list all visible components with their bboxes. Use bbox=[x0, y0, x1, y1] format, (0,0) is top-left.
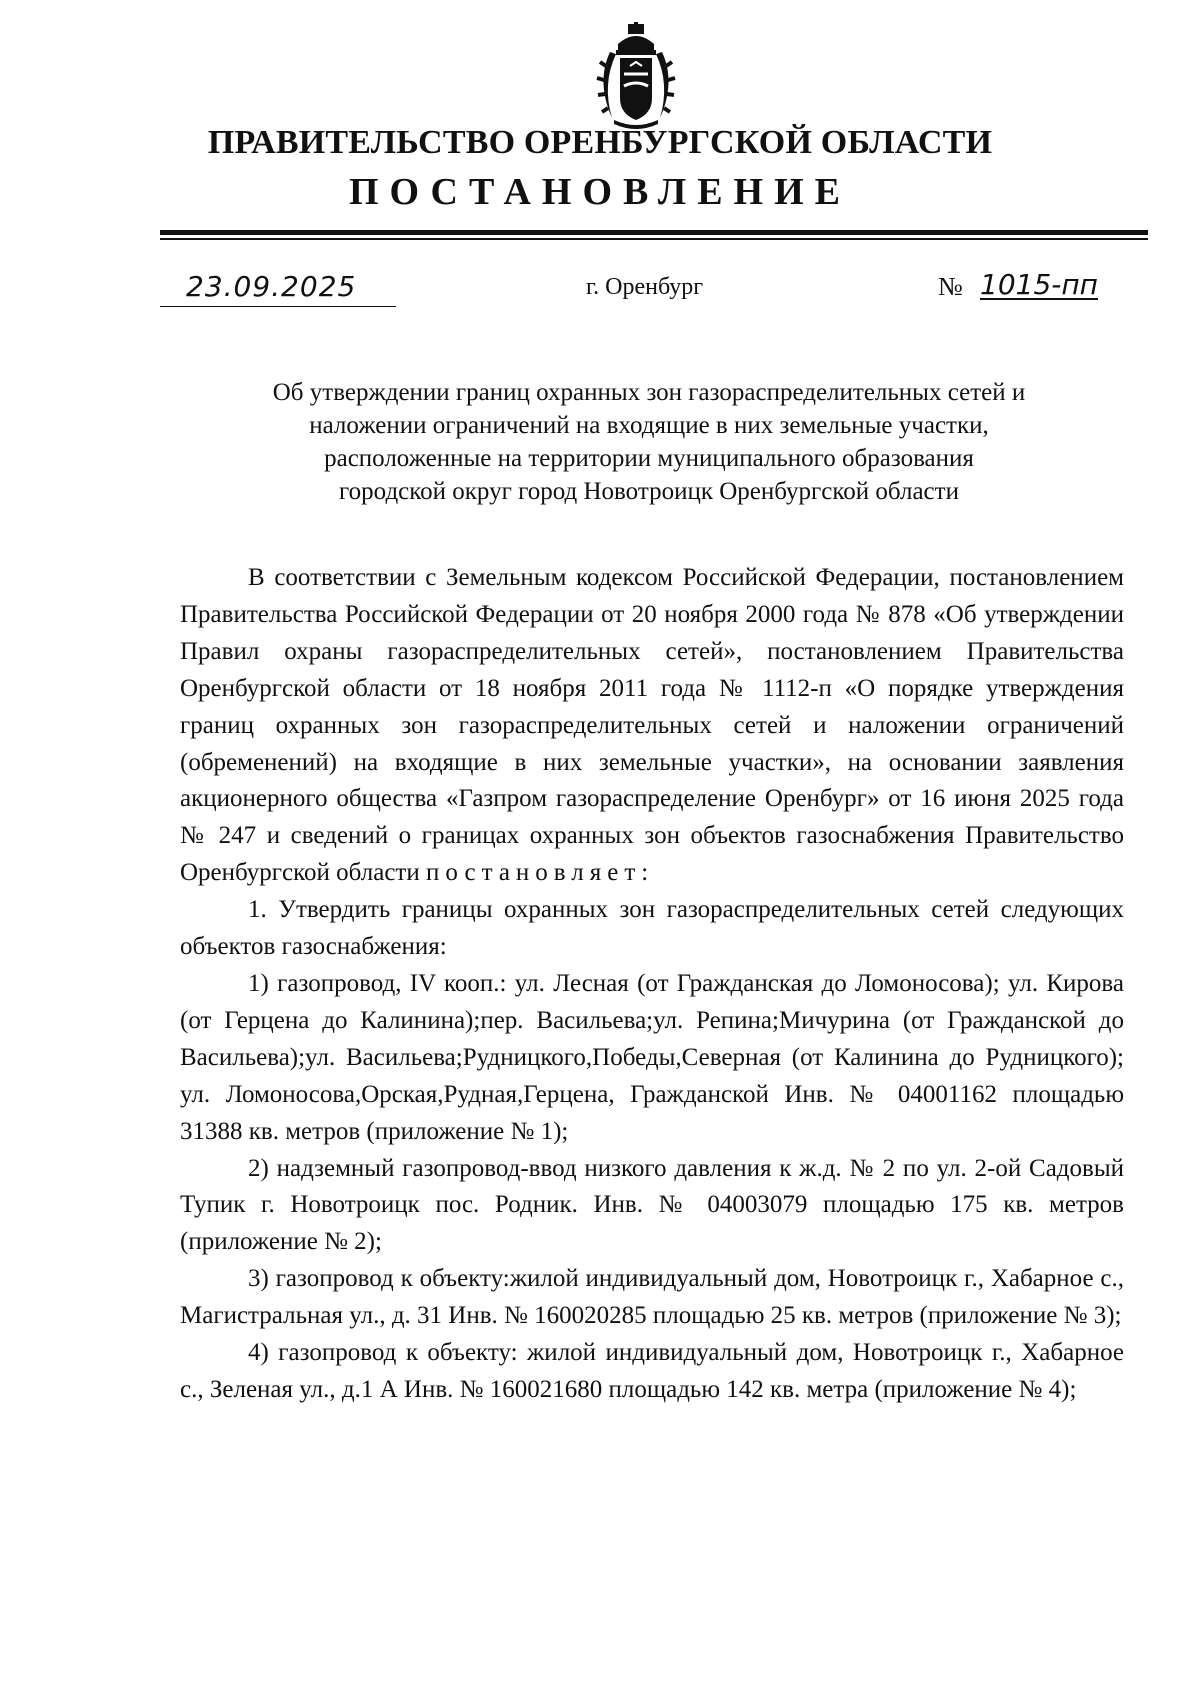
item-1: 1. Утвердить границы охранных зон газораспределительных сетей следующих объектов газоснабжения: bbox=[180, 896, 1124, 961]
number-sign: № bbox=[938, 272, 963, 301]
subitem-4: 4) газопровод к объекту: жилой индивидуальный дом, Новотроицк г., Хабарное с., Зеленая ул., д.1 А Инв. № 160021680 площадью 142 кв. метра (приложение № 4); bbox=[180, 1339, 1124, 1403]
subject-line: наложении ограничений на входящие в них земельные участки, bbox=[309, 412, 989, 439]
subitem-1: 1) газопровод, IV кооп.: ул. Лесная (от Гражданская до Ломоносова); ул. Кирова (от Герцена до Калинина);пер. Васильева;ул. Репина;Мичурина (от Гражданской до Васильева);ул. Васильева;Рудницкого,Победы,Северная (от Калинина до Рудницкого); ул. Ломоносова,Орская,Рудная,Герцена, Гражданской Инв. № 04001162 площадью 31388 кв. метров (приложение № 1); bbox=[180, 969, 1124, 1145]
subitem-2: 2) надземный газопровод-ввод низкого давления к ж.д. № 2 по ул. 2-ой Садовый Тупик г. Новотроицк пос. Родник. Инв. № 04003079 площадью 175 кв. метров (приложение № 2); bbox=[180, 1154, 1124, 1256]
coat-of-arms-icon bbox=[588, 22, 684, 130]
document-type: ПОСТАНОВЛЕНИЕ bbox=[348, 171, 852, 213]
government-title: ПРАВИТЕЛЬСТВО ОРЕНБУРГСКОЙ ОБЛАСТИ bbox=[207, 124, 993, 161]
subject-line: Об утверждении границ охранных зон газораспределительных сетей и bbox=[272, 379, 1026, 406]
subitem-3: 3) газопровод к объекту:жилой индивидуальный дом, Новотроицк г., Хабарное с., Магистральная ул., д. 31 Инв. № 160020285 площадью 25 кв. метров (приложение № 3); bbox=[180, 1265, 1124, 1330]
header-rule-thin bbox=[160, 238, 1148, 240]
subject-line: расположенные на территории муниципального образования bbox=[324, 445, 974, 472]
subject-line: городской округ город Новотроицк Оренбургской области bbox=[339, 478, 959, 505]
preamble-text: В соответствии с Земельным кодексом Российской Федерации, постановлением Правительства Российской Федерации от 20 ноября 2000 года № 878 «Об утверждении Правил охраны газораспределительных сетей», постановлением Правительства Оренбургской области от 18 ноября 2011 года № 1112-п «О порядке утверждения границ охранных зон газораспределительных сетей и наложении ограничений (обременений) на входящие в них земельные участки», на основании заявления акционерного общества «Газпром газораспределение Оренбург» от 16 июня 2025 года № 247 и сведений о границах охранных зон объектов газоснабжения Правительство Оренбургской области bbox=[180, 564, 1124, 887]
document-city: г. Оренбург bbox=[586, 274, 704, 300]
document-body bbox=[180, 560, 1124, 1409]
date-underline bbox=[160, 306, 396, 307]
preamble-paragraph bbox=[180, 560, 1124, 892]
document-date: 23.09.2025 bbox=[186, 270, 357, 303]
header-rule-thick bbox=[160, 230, 1148, 235]
resolves-text: постановляет: bbox=[425, 859, 655, 887]
document-subject bbox=[180, 376, 1118, 508]
document-number: 1015-пп bbox=[980, 268, 1098, 301]
